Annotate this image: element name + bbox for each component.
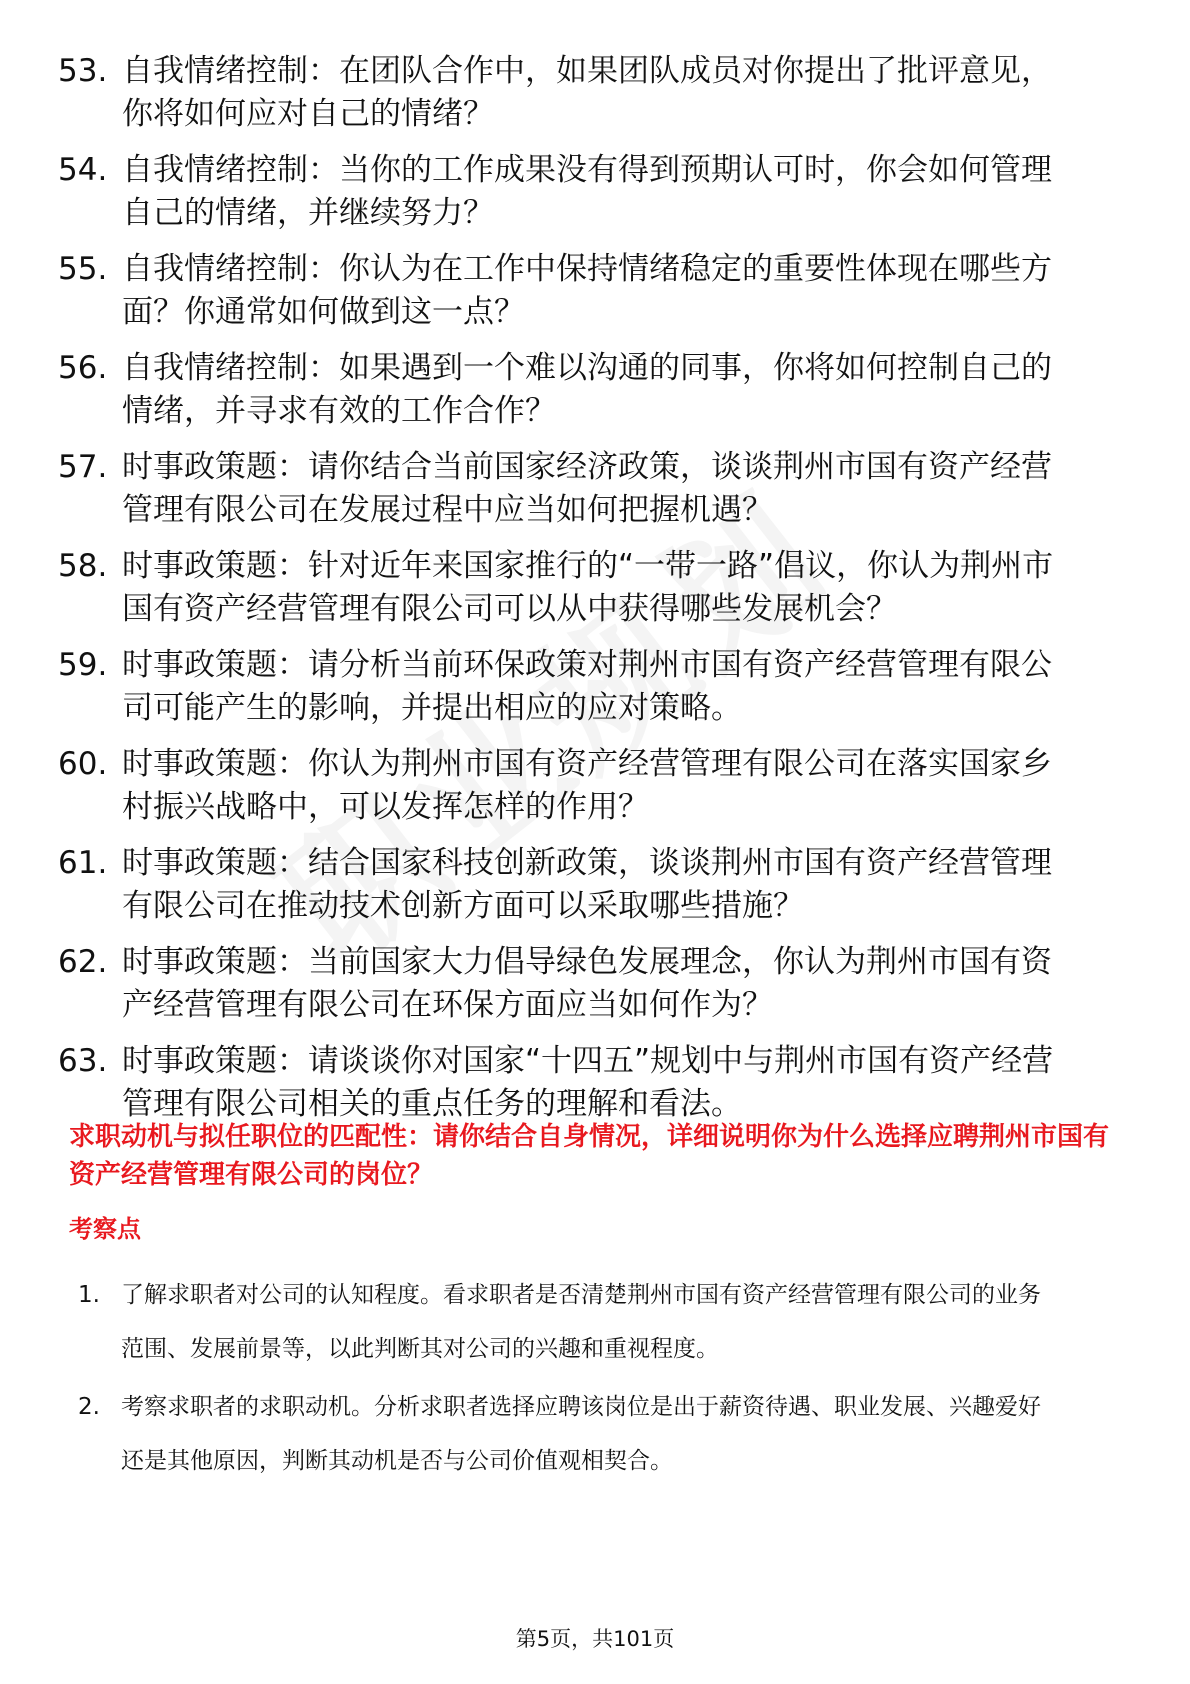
assessment-point: [78, 1268, 1048, 1376]
point-number: 1.: [78, 1282, 100, 1308]
question-item: [58, 1040, 1118, 1126]
question-text: 自我情绪控制：在团队合作中，如果团队成员对你提出了批评意见，你将如何应对自己的情绪？: [122, 53, 1052, 132]
question-item: [58, 50, 1118, 136]
question-text: 自我情绪控制：你认为在工作中保持情绪稳定的重要性体现在哪些方面？你通常如何做到这一点？: [122, 251, 1052, 330]
question-number: 63.: [58, 1043, 108, 1079]
question-text: 时事政策题：请你结合当前国家经济政策，谈谈荆州市国有资产经营管理有限公司在发展过程中应当如何把握机遇？: [122, 449, 1052, 528]
question-item: [58, 149, 1118, 235]
question-item: [58, 941, 1118, 1027]
question-item: [58, 248, 1118, 334]
question-number: 53.: [58, 53, 108, 89]
point-number: 2.: [78, 1394, 100, 1420]
question-text: 时事政策题：请谈谈你对国家“十四五”规划中与荆州市国有资产经营管理有限公司相关的重点任务的理解和看法。: [122, 1043, 1054, 1122]
question-text: 时事政策题：你认为荆州市国有资产经营管理有限公司在落实国家乡村振兴战略中，可以发挥怎样的作用？: [122, 746, 1052, 825]
question-number: 54.: [58, 152, 108, 188]
assessment-points-title: 考察点: [69, 1215, 141, 1243]
question-item: [58, 446, 1118, 532]
question-item: [58, 644, 1118, 730]
question-number: 56.: [58, 350, 108, 386]
assessment-points-list: [78, 1268, 1048, 1492]
question-item: [58, 545, 1118, 631]
question-number: 60.: [58, 746, 108, 782]
question-list: [58, 50, 1118, 1139]
question-text: 时事政策题：请分析当前环保政策对荆州市国有资产经营管理有限公司可能产生的影响，并提出相应的应对策略。: [122, 647, 1052, 726]
question-number: 59.: [58, 647, 108, 683]
point-text: 考察求职者的求职动机。分析求职者选择应聘该岗位是出于薪资待遇、职业发展、兴趣爱好还是其他原因，判断其动机是否与公司价值观相契合。: [121, 1394, 1041, 1474]
question-text: 时事政策题：当前国家大力倡导绿色发展理念，你认为荆州市国有资产经营管理有限公司在环保方面应当如何作为？: [122, 944, 1052, 1023]
point-text: 了解求职者对公司的认知程度。看求职者是否清楚荆州市国有资产经营管理有限公司的业务范围、发展前景等，以此判断其对公司的兴趣和重视程度。: [121, 1282, 1041, 1362]
question-number: 55.: [58, 251, 108, 287]
assessment-point: [78, 1380, 1048, 1488]
question-item: [58, 842, 1118, 928]
question-number: 62.: [58, 944, 108, 980]
question-text: 时事政策题：结合国家科技创新政策，谈谈荆州市国有资产经营管理有限公司在推动技术创新方面可以采取哪些措施？: [122, 845, 1052, 924]
page-footer: 第5页，共101页: [515, 1627, 675, 1651]
question-number: 61.: [58, 845, 108, 881]
question-item: [58, 743, 1118, 829]
question-number: 58.: [58, 548, 108, 584]
question-text: 自我情绪控制：如果遇到一个难以沟通的同事，你将如何控制自己的情绪，并寻求有效的工作合作？: [122, 350, 1052, 429]
question-text: 自我情绪控制：当你的工作成果没有得到预期认可时，你会如何管理自己的情绪，并继续努力？: [122, 152, 1052, 231]
question-item: [58, 347, 1118, 433]
question-number: 57.: [58, 449, 108, 485]
question-text: 时事政策题：针对近年来国家推行的“一带一路”倡议，你认为荆州市国有资产经营管理有限公司可以从中获得哪些发展机会？: [122, 548, 1054, 627]
section-heading-motivation: 求职动机与拟任职位的匹配性：请你结合自身情况，详细说明你为什么选择应聘荆州市国有资产经营管理有限公司的岗位？: [69, 1122, 1110, 1190]
